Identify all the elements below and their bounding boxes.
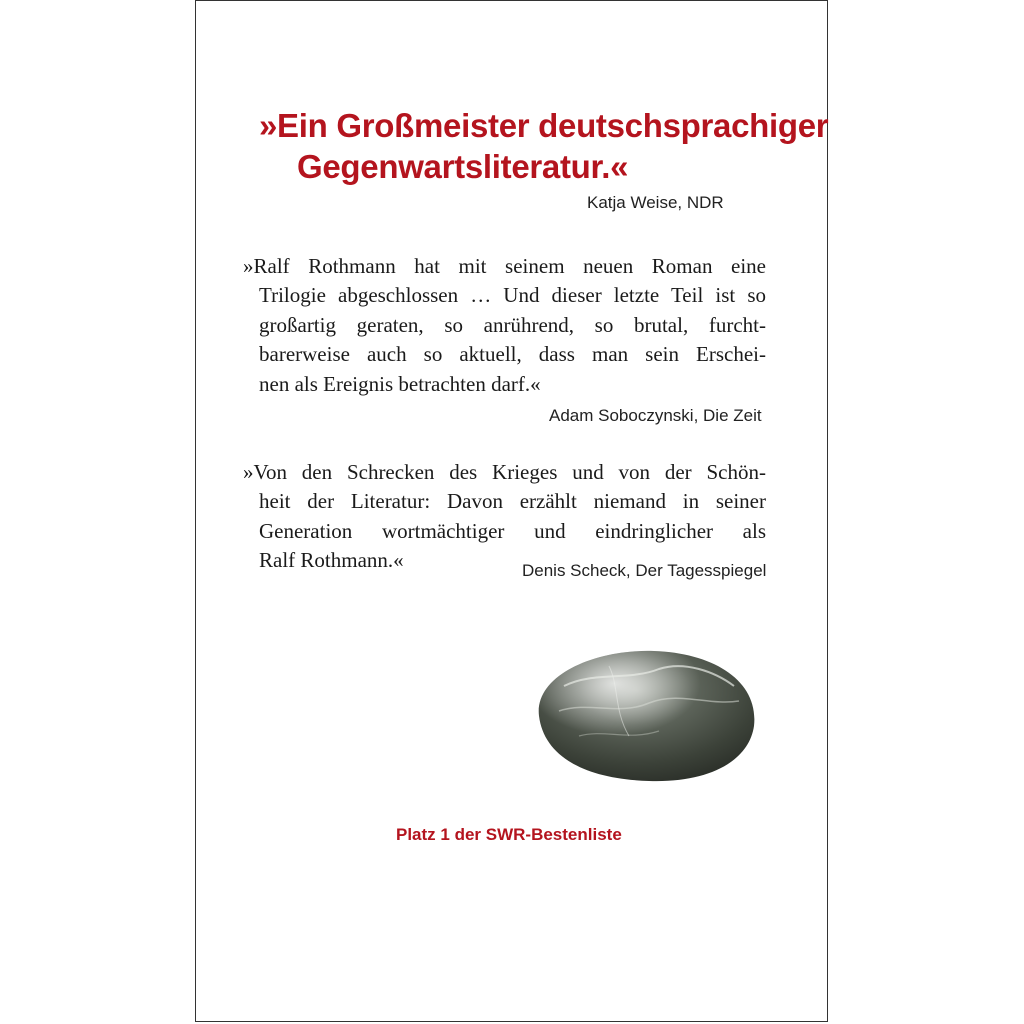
quote-line: barerweise auch so aktuell, dass man sein Erschei- bbox=[259, 342, 766, 367]
quote-line: heit der Literatur: Davon erzählt niemand in seiner bbox=[259, 489, 766, 514]
headline-line-2: Gegenwartsliteratur.« bbox=[297, 148, 629, 185]
bestseller-note: Platz 1 der SWR-Bestenliste bbox=[396, 825, 622, 844]
review-quote-tagesspiegel bbox=[243, 458, 766, 576]
quote-line: Generation wortmächtiger und eindringlicher als bbox=[259, 518, 766, 543]
quote-line: »Ralf Rothmann hat mit seinem neuen Roman eine bbox=[243, 254, 766, 278]
headline-line-1: »Ein Großmeister deutschsprachiger bbox=[259, 107, 829, 144]
attribution-adam-soboczynski: Adam Soboczynski, Die Zeit bbox=[549, 406, 762, 425]
attribution-katja-weise: Katja Weise, NDR bbox=[587, 193, 724, 212]
quote-line: »Von den Schrecken des Krieges und von der Schön- bbox=[243, 460, 766, 484]
attribution-denis-scheck: Denis Scheck, Der Tagesspiegel bbox=[522, 561, 767, 580]
quote-line: nen als Ereignis betrachten darf.« bbox=[259, 371, 541, 396]
quote-line: großartig geraten, so anrührend, so brutal, furcht- bbox=[259, 312, 766, 337]
stone-image bbox=[509, 641, 769, 791]
quote-line: Trilogie abgeschlossen … Und dieser letzte Teil ist so bbox=[259, 283, 766, 308]
review-quote-zeit bbox=[243, 252, 766, 399]
headline-quote bbox=[196, 105, 829, 187]
quote-line: Ralf Rothmann.« bbox=[259, 548, 404, 573]
book-back-cover bbox=[195, 0, 828, 1022]
